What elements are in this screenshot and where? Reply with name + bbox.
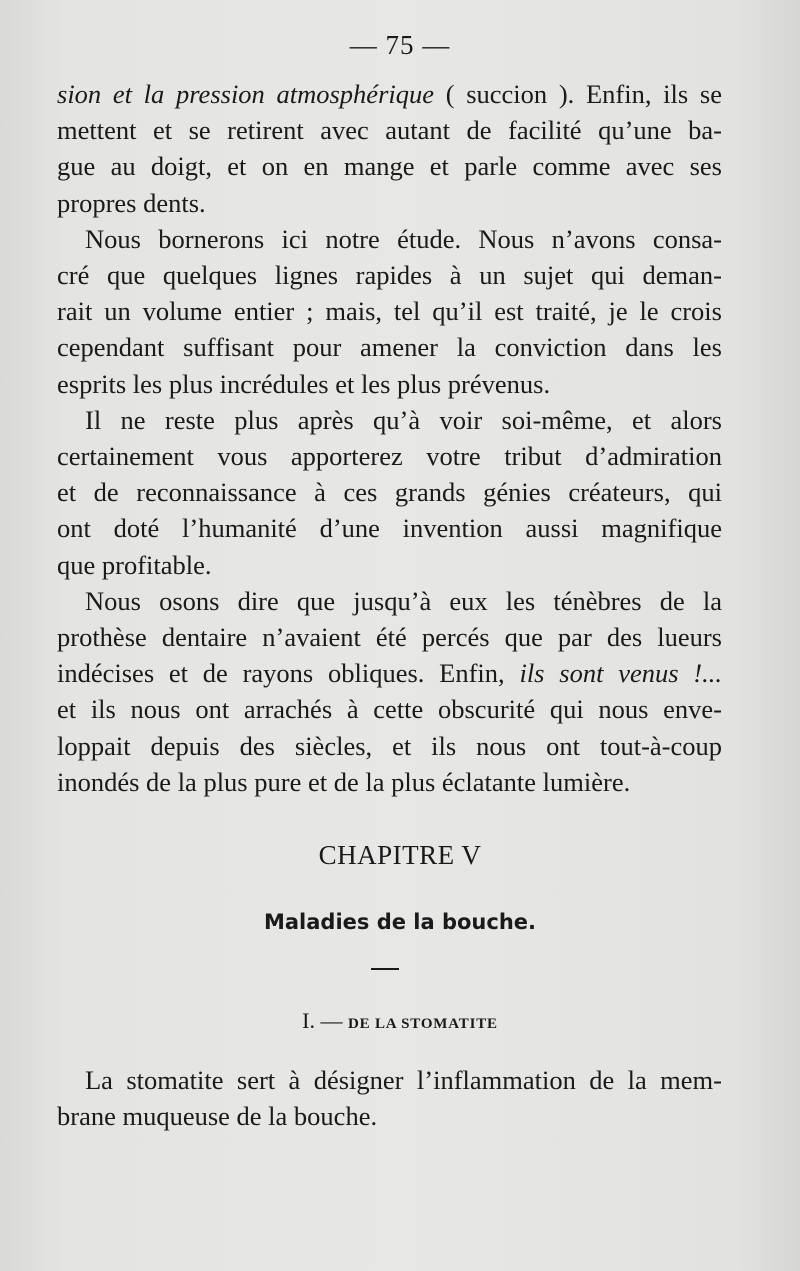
text-line: et de reconnaissance à ces grands génies créateurs, qui: [57, 477, 722, 508]
text-line: inondés de la plus pure et de la plus éclatante lumière.: [57, 766, 631, 797]
paragraph-2: [57, 221, 722, 402]
text-line: brane muqueuse de la bouche.: [57, 1101, 378, 1132]
paragraph-3: [57, 402, 722, 583]
text-line: esprits les plus incrédules et les plus prévenus.: [57, 368, 551, 399]
section-divider: [371, 968, 399, 970]
text-line: ont doté l’humanité d’une invention aussi magnifique: [57, 513, 722, 544]
subsection-numeral: I. —: [302, 1008, 348, 1033]
text-line: cré que quelques lignes rapides à un sujet qui deman-: [57, 260, 722, 291]
text-line: loppait depuis des siècles, et ils nous ont tout-à-coup: [57, 730, 722, 761]
text-line: Nous osons dire que jusqu’à eux les ténèbres de la: [85, 585, 722, 616]
paragraph-5: [57, 1062, 722, 1134]
text-line: La stomatite sert à désigner l’inflammation de la mem-: [85, 1065, 722, 1095]
text-line: certainement vous apporterez votre tribut d’admiration: [57, 441, 722, 472]
text-line: et ils nous ont arrachés à cette obscurité qui nous enve-: [57, 694, 722, 725]
text-line: gue au doigt, et on en mange et parle comme avec ses: [57, 151, 722, 182]
text-line: propres dents.: [57, 187, 206, 218]
text-line: [57, 655, 722, 691]
subsection-title: DE LA STOMATITE: [348, 1016, 498, 1032]
text-line: prothèse dentaire n’avaient été percés que par des lueurs: [57, 622, 722, 653]
text-line: Il ne reste plus après qu’à voir soi-même, et alors: [85, 404, 722, 435]
text-span: indécises et de rayons obliques. Enfin,: [57, 658, 520, 689]
subsection-heading: [0, 1008, 800, 1034]
italic-text: ils sont venus !...: [519, 658, 722, 689]
text-line: que profitable.: [57, 549, 212, 580]
italic-text: sion et la pression atmosphérique: [57, 79, 435, 109]
text-line: rait un volume entier ; mais, tel qu’il est traité, je le crois: [57, 296, 722, 327]
chapter-title: CHAPITRE V: [318, 840, 482, 870]
page-number: — 75 —: [349, 30, 451, 60]
text-line: [57, 76, 722, 112]
text-line: mettent et se retirent avec autant de facilité qu’une ba-: [57, 115, 722, 146]
body-text: [57, 76, 722, 800]
text-line: cependant suffisant pour amener la conviction dans les: [57, 332, 722, 363]
text-line: Nous bornerons ici notre étude. Nous n’avons consa-: [85, 223, 722, 254]
paragraph-4: [57, 583, 722, 800]
paragraph-1: [57, 76, 722, 221]
section-title: Maladies de la bouche.: [263, 910, 536, 934]
text-span: ( succion ). Enfin, ils se: [434, 79, 722, 109]
